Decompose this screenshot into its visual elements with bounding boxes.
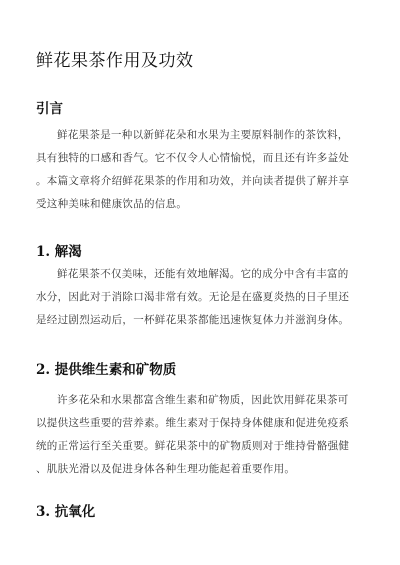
paragraph-line: 是经过剧烈运动后，一杯鲜花果茶都能迅速恢复体力并滋润身体。 [36, 314, 350, 326]
section-paragraph-2 [36, 389, 364, 481]
paragraph-line: 鲜花果茶是一种以新鲜花朵和水果为主要原料制作的茶饮料， [57, 129, 349, 141]
paragraph-line: 。本篇文章将介绍鲜花果茶的作用和功效，并向读者提供了解并享 [36, 175, 350, 187]
section-heading-3: 3. 抗氧化 [36, 504, 96, 520]
paragraph-line: 鲜花果茶不仅美味，还能有效地解渴。它的成分中含有丰富的 [57, 268, 349, 280]
paragraph-line: 、肌肤光滑以及促进身体各种生理功能起着重要作用。 [36, 463, 296, 475]
section-heading-introduction: 引言 [36, 101, 63, 117]
paragraph-line: 受这种美味和健康饮品的信息。 [36, 198, 188, 210]
paragraph-line: 许多花朵和水果都富含维生素和矿物质，因此饮用鲜花果茶可 [57, 394, 349, 406]
paragraph-line: 统的正常运行至关重要。鲜花果茶中的矿物质则对于维持骨骼强健 [36, 440, 350, 452]
section-paragraph-introduction [36, 124, 364, 216]
paragraph-line: 以提供这些重要的营养素。维生素对于保持身体健康和促进免疫系 [36, 417, 350, 429]
section-paragraph-1 [36, 263, 364, 332]
paragraph-line: 水分，因此对于消除口渴非常有效。无论是在盛夏炎热的日子里还 [36, 291, 350, 303]
paragraph-line: 具有独特的口感和香气。它不仅令人心情愉悦，而且还有许多益处 [36, 152, 350, 164]
section-heading-1: 1. 解渴 [36, 244, 82, 260]
section-heading-2: 2. 提供维生素和矿物质 [36, 362, 177, 378]
document-title: 鲜花果茶作用及功效 [36, 51, 194, 71]
